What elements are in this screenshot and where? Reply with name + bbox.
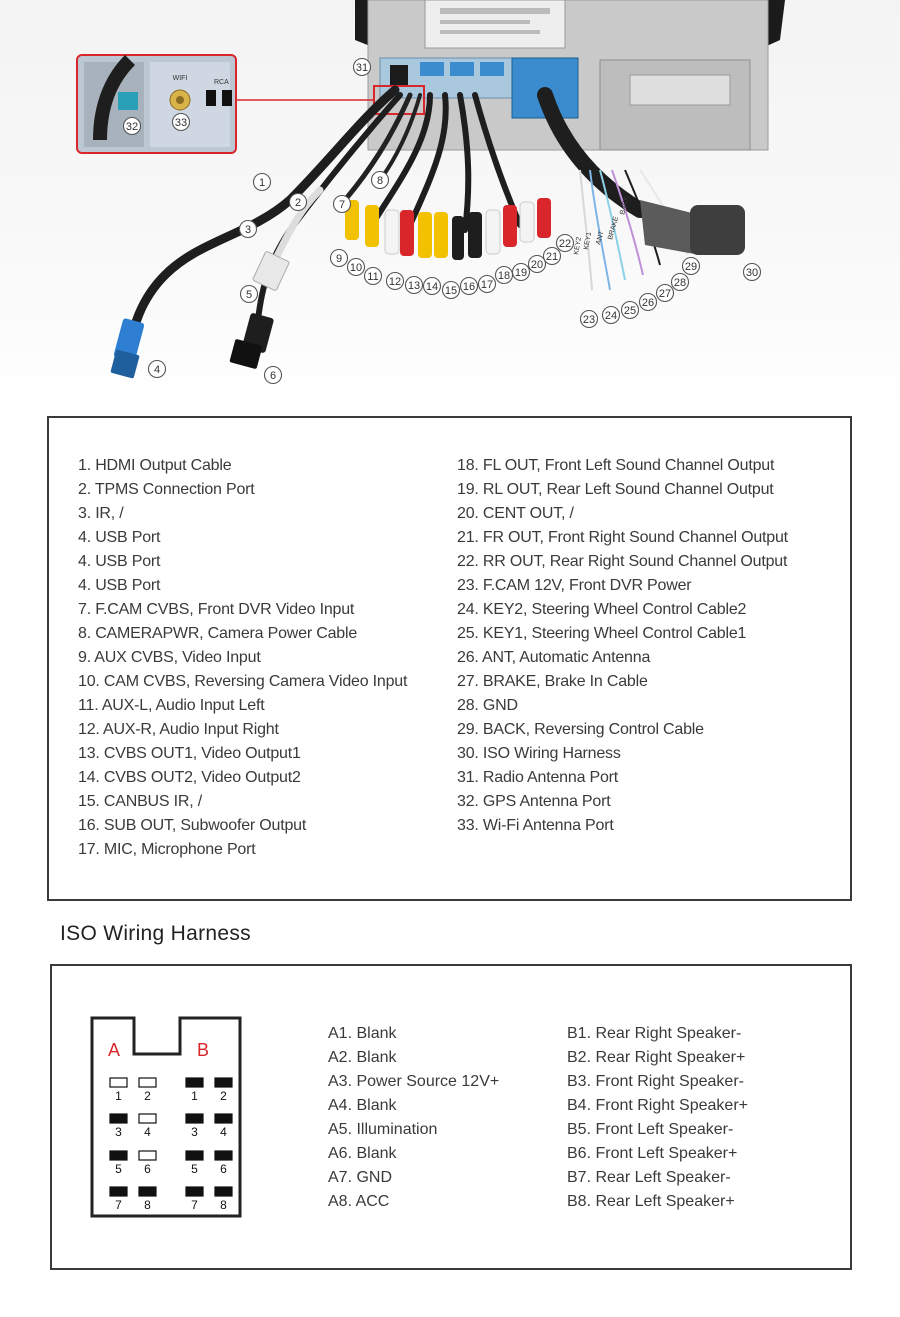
legend-right-column xyxy=(457,454,788,838)
legend-item: 10. CAM CVBS, Reversing Camera Video Input xyxy=(78,673,408,690)
pin-number-label: 6 xyxy=(144,1162,151,1176)
pin-a2-icon xyxy=(139,1078,156,1087)
svg-text:2: 2 xyxy=(294,197,302,209)
pin-a3-icon xyxy=(110,1114,127,1123)
legend-item: 32. GPS Antenna Port xyxy=(457,793,611,810)
legend-item: 17. MIC, Microphone Port xyxy=(78,841,256,858)
pin-a-item: A2. Blank xyxy=(328,1049,397,1066)
pin-a-item: A3. Power Source 12V+ xyxy=(328,1073,500,1090)
pin-number-label: 7 xyxy=(115,1198,122,1212)
legend-item: 16. SUB OUT, Subwoofer Output xyxy=(78,817,307,834)
callout-19 xyxy=(513,264,530,281)
callout-17 xyxy=(479,276,496,293)
svg-text:18: 18 xyxy=(497,270,511,282)
svg-text:21: 21 xyxy=(545,251,559,263)
pin-b-item: B2. Rear Right Speaker+ xyxy=(567,1049,746,1066)
pin-b-item: B6. Front Left Speaker+ xyxy=(567,1145,738,1162)
svg-text:11: 11 xyxy=(367,271,379,283)
svg-text:9: 9 xyxy=(335,253,343,265)
callout-7 xyxy=(334,196,351,213)
legend-item: 22. RR OUT, Rear Right Sound Channel Output xyxy=(457,553,788,570)
pin-number-label: 6 xyxy=(220,1162,227,1176)
legend-item: 23. F.CAM 12V, Front DVR Power xyxy=(457,577,692,594)
legend-item: 26. ANT, Automatic Antenna xyxy=(457,649,651,666)
svg-text:15: 15 xyxy=(444,285,458,297)
pin-number-label: 3 xyxy=(115,1125,122,1139)
pin-number-label: 4 xyxy=(220,1125,227,1139)
pin-number-label: 8 xyxy=(220,1198,227,1212)
legend-item: 4. USB Port xyxy=(78,577,161,594)
rca-plugs xyxy=(345,198,551,260)
legend-item: 4. USB Port xyxy=(78,529,161,546)
callout-3 xyxy=(240,221,257,238)
pin-b-item: B7. Rear Left Speaker- xyxy=(567,1169,731,1186)
pin-b2-icon xyxy=(215,1078,232,1087)
pin-a4-icon xyxy=(139,1114,156,1123)
legend-item: 33. Wi-Fi Antenna Port xyxy=(457,817,614,834)
callout-13 xyxy=(406,277,423,294)
svg-text:1: 1 xyxy=(258,177,266,189)
legend-item: 13. CVBS OUT1, Video Output1 xyxy=(78,745,301,762)
svg-text:WIFI: WIFI xyxy=(172,75,188,82)
callout-24 xyxy=(603,307,620,324)
pin-b7-icon xyxy=(186,1187,203,1196)
usb-grey-connector-icon xyxy=(252,251,289,291)
pin-number-label: 2 xyxy=(144,1089,151,1103)
callout-8 xyxy=(372,172,389,189)
pin-a7-icon xyxy=(110,1187,127,1196)
svg-text:4: 4 xyxy=(153,364,161,376)
iso-connector-diagram xyxy=(90,1016,242,1218)
svg-text:5: 5 xyxy=(245,289,253,301)
callout-25 xyxy=(622,302,639,319)
callout-29 xyxy=(683,258,700,275)
callout-31 xyxy=(354,59,371,76)
legend-item: 3. IR, / xyxy=(78,505,124,522)
pin-number-label: 3 xyxy=(191,1125,198,1139)
legend-item: 21. FR OUT, Front Right Sound Channel Output xyxy=(457,529,788,546)
callout-32 xyxy=(124,118,141,135)
wiring-diagram xyxy=(0,0,900,410)
callout-11 xyxy=(365,268,382,285)
svg-text:25: 25 xyxy=(623,305,637,317)
pin-b1-icon xyxy=(186,1078,203,1087)
svg-text:RCA: RCA xyxy=(214,79,229,86)
svg-text:27: 27 xyxy=(658,288,672,300)
callout-1 xyxy=(254,174,271,191)
callout-5 xyxy=(241,286,258,303)
pin-number-label: 1 xyxy=(115,1089,122,1103)
callout-30 xyxy=(744,264,761,281)
callout-28 xyxy=(672,274,689,291)
callout-23 xyxy=(581,311,598,328)
pin-b3-icon xyxy=(186,1114,203,1123)
pin-b-item: B4. Front Right Speaker+ xyxy=(567,1097,748,1114)
callout-33 xyxy=(173,114,190,131)
pin-a-item: A1. Blank xyxy=(328,1025,397,1042)
svg-text:26: 26 xyxy=(641,297,655,309)
svg-text:30: 30 xyxy=(745,267,759,279)
svg-text:31: 31 xyxy=(355,62,369,74)
svg-text:8: 8 xyxy=(376,175,384,187)
block-a-label: A xyxy=(107,1040,121,1060)
pin-number-label: 8 xyxy=(144,1198,151,1212)
svg-text:ANT: ANT xyxy=(595,230,606,246)
pin-a-item: A7. GND xyxy=(328,1169,393,1186)
legend-item: 14. CVBS OUT2, Video Output2 xyxy=(78,769,301,786)
svg-text:29: 29 xyxy=(684,261,698,273)
pin-b6-icon xyxy=(215,1151,232,1160)
pin-number-label: 5 xyxy=(191,1162,198,1176)
svg-text:KEY2: KEY2 xyxy=(573,236,584,256)
legend-item: 29. BACK, Reversing Control Cable xyxy=(457,721,704,738)
legend-item: 27. BRAKE, Brake In Cable xyxy=(457,673,648,690)
pin-number-label: 5 xyxy=(115,1162,122,1176)
pin-a-item: A4. Blank xyxy=(328,1097,397,1114)
legend-item: 15. CANBUS IR, / xyxy=(78,793,202,810)
pin-a-item: A8. ACC xyxy=(328,1193,390,1210)
block-b-pin-list xyxy=(567,1022,748,1214)
svg-text:24: 24 xyxy=(604,310,618,322)
svg-text:BRAKE: BRAKE xyxy=(607,215,621,241)
callout-14 xyxy=(424,278,441,295)
callout-26 xyxy=(640,294,657,311)
pin-b4-icon xyxy=(215,1114,232,1123)
svg-text:23: 23 xyxy=(582,314,596,326)
iso-harness-plug-icon xyxy=(640,200,745,255)
legend-item: 18. FL OUT, Front Left Sound Channel Output xyxy=(457,457,775,474)
legend-item: 7. F.CAM CVBS, Front DVR Video Input xyxy=(78,601,355,618)
callout-15 xyxy=(443,282,460,299)
wiring-photo xyxy=(0,0,900,410)
pin-a8-icon xyxy=(139,1187,156,1196)
svg-text:19: 19 xyxy=(514,267,528,279)
callout-16 xyxy=(461,278,478,295)
svg-text:KEY1: KEY1 xyxy=(583,231,594,251)
pin-number-label: 4 xyxy=(144,1125,151,1139)
svg-text:22: 22 xyxy=(558,238,572,250)
legend-left-column xyxy=(78,454,407,862)
callout-12 xyxy=(387,273,404,290)
svg-text:33: 33 xyxy=(174,117,188,129)
usb-black-connector-icon xyxy=(229,313,274,370)
callout-22 xyxy=(557,235,574,252)
callout-2 xyxy=(290,194,307,211)
legend-item: 31. Radio Antenna Port xyxy=(457,769,619,786)
legend-item: 20. CENT OUT, / xyxy=(457,505,574,522)
legend-item: 30. ISO Wiring Harness xyxy=(457,745,621,762)
svg-text:13: 13 xyxy=(407,280,421,292)
iso-section-title: ISO Wiring Harness xyxy=(60,922,251,945)
pin-a5-icon xyxy=(110,1151,127,1160)
legend-item: 1. HDMI Output Cable xyxy=(78,457,232,474)
legend-item: 24. KEY2, Steering Wheel Control Cable2 xyxy=(457,601,747,618)
callout-18 xyxy=(496,267,513,284)
legend-item: 4. USB Port xyxy=(78,553,161,570)
pin-b5-icon xyxy=(186,1151,203,1160)
usb-blue-connector-icon xyxy=(110,318,144,379)
svg-text:10: 10 xyxy=(349,262,363,274)
callout-27 xyxy=(657,285,674,302)
callout-6 xyxy=(265,367,282,384)
legend-item: 25. KEY1, Steering Wheel Control Cable1 xyxy=(457,625,747,642)
svg-text:20: 20 xyxy=(530,259,544,271)
svg-text:32: 32 xyxy=(125,121,139,133)
callout-9 xyxy=(331,250,348,267)
antenna-inset xyxy=(77,55,236,153)
svg-text:6: 6 xyxy=(269,370,277,382)
block-b-label: B xyxy=(196,1040,210,1060)
pin-a1-icon xyxy=(110,1078,127,1087)
callout-21 xyxy=(544,248,561,265)
pin-number-label: 7 xyxy=(191,1198,198,1212)
legend-item: 2. TPMS Connection Port xyxy=(78,481,255,498)
pin-number-label: 2 xyxy=(220,1089,227,1103)
head-unit-back xyxy=(355,0,785,150)
pin-b-item: B5. Front Left Speaker- xyxy=(567,1121,734,1138)
callout-4 xyxy=(149,361,166,378)
svg-text:3: 3 xyxy=(244,224,252,236)
svg-text:12: 12 xyxy=(388,276,402,288)
svg-text:17: 17 xyxy=(480,279,494,291)
legend-item: 8. CAMERAPWR, Camera Power Cable xyxy=(78,625,358,642)
svg-text:16: 16 xyxy=(462,281,476,293)
pin-a6-icon xyxy=(139,1151,156,1160)
pin-a-item: A6. Blank xyxy=(328,1145,397,1162)
pin-b-item: B8. Rear Left Speaker+ xyxy=(567,1193,735,1210)
pin-b8-icon xyxy=(215,1187,232,1196)
pin-number-label: 1 xyxy=(191,1089,198,1103)
pin-a-item: A5. Illumination xyxy=(328,1121,438,1138)
callout-20 xyxy=(529,256,546,273)
pin-b-item: B3. Front Right Speaker- xyxy=(567,1073,744,1090)
svg-text:7: 7 xyxy=(338,199,346,211)
legend-item: 28. GND xyxy=(457,697,518,714)
pin-b-item: B1. Rear Right Speaker- xyxy=(567,1025,742,1042)
callout-10 xyxy=(348,259,365,276)
legend-item: 19. RL OUT, Rear Left Sound Channel Output xyxy=(457,481,774,498)
legend-item: 11. AUX-L, Audio Input Left xyxy=(78,697,265,714)
svg-text:14: 14 xyxy=(425,281,439,293)
iso-harness-panel xyxy=(50,964,852,1270)
gps-port-icon xyxy=(118,92,138,110)
block-a-pin-list xyxy=(328,1022,499,1214)
legend-item: 12. AUX-R, Audio Input Right xyxy=(78,721,279,738)
svg-text:28: 28 xyxy=(673,277,687,289)
legend-item: 9. AUX CVBS, Video Input xyxy=(78,649,261,666)
port-legend xyxy=(47,416,852,901)
svg-text:BACK: BACK xyxy=(619,195,631,216)
